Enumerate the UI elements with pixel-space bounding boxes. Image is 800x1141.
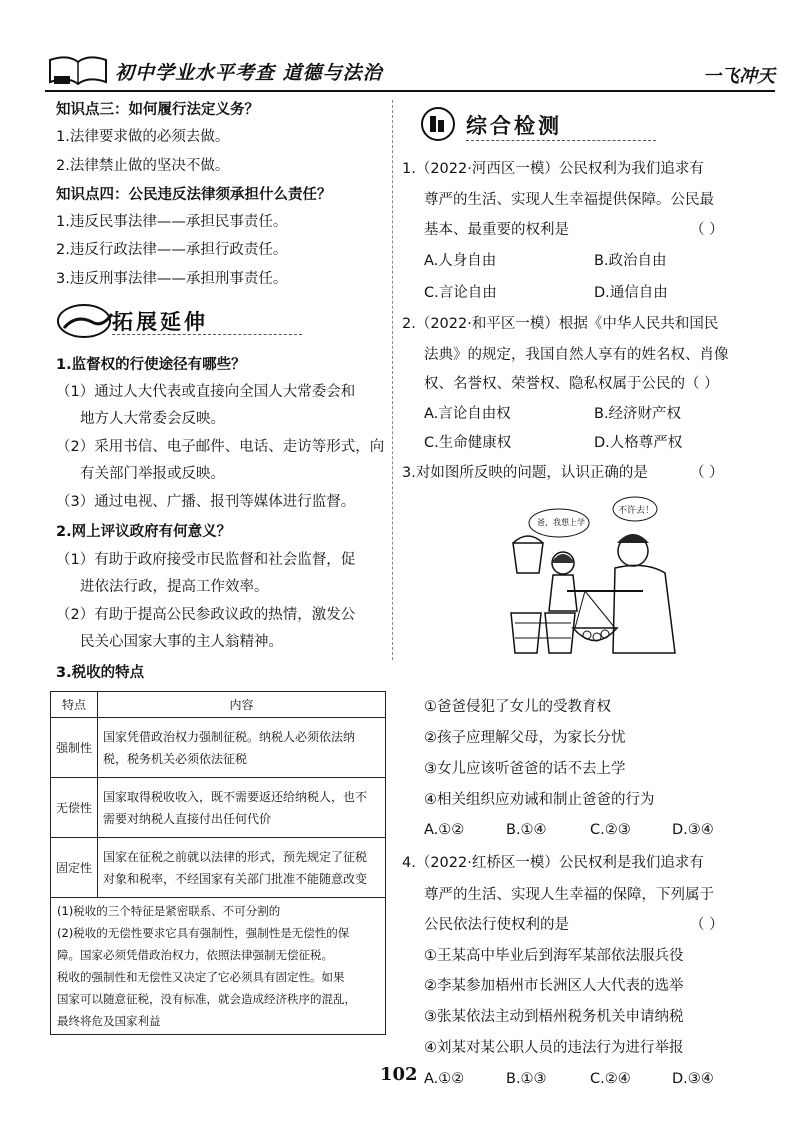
table-header-row	[51, 692, 386, 718]
cartoon-illustration	[505, 493, 690, 668]
note-line: 税收的强制性和无偿性又决定了它必须具有固定性。如果	[57, 970, 345, 984]
ext-q1-line: （2）采用书信、电子邮件、电话、走访等形式，向	[56, 439, 385, 455]
k4-item-2: 2.违反行政法律——承担行政责任。	[56, 242, 288, 258]
girl-speech-text: 爸，我想上学	[537, 518, 585, 527]
option: B.①④	[506, 822, 547, 838]
ext-q1-line: （1）通过人大代表或直接向全国人大常委会和	[56, 384, 356, 400]
option: C.②③	[590, 822, 631, 838]
q1-line: 基本、最重要的权利是	[424, 222, 569, 238]
q3-statement: ②孩子应理解父母，为家长分忧	[424, 730, 626, 746]
check-section-icon	[418, 106, 458, 142]
k4-item-1: 1.违反民事法律——承担民事责任。	[56, 214, 288, 230]
table-notes	[50, 898, 386, 1035]
knowledge-point-3-title: 知识点三：如何履行法定义务？	[56, 102, 259, 118]
k4-item-3: 3.违反刑事法律——承担刑事责任。	[56, 271, 288, 287]
table-feature-cell: 无偿性	[51, 778, 98, 838]
q4-line: 尊严的生活、实现人生幸福的保障，下列属于	[424, 887, 714, 903]
table-content-cell	[98, 778, 386, 838]
ext-q2-line: 民关心国家大事的主人翁精神。	[80, 634, 283, 650]
ext-q2-line: 进依法行政，提高工作效率。	[80, 579, 269, 595]
answer-bracket: （ ）	[690, 465, 724, 481]
ext-q1-line: （3）通过电视、广播、报刊等媒体进行监督。	[56, 494, 356, 510]
table-cell-line: 国家凭借政治权力强制征税。纳税人必须依法纳	[103, 729, 356, 744]
q4-line: 公民依法行使权利的是	[424, 917, 569, 933]
q3-statement: ①爸爸侵犯了女儿的受教育权	[424, 699, 611, 715]
ext-q1-line: 地方人大常委会反映。	[80, 411, 225, 427]
k3-item-2: 2.法律禁止做的坚决不做。	[56, 158, 230, 174]
ext-q1-line: 有关部门举报或反映。	[80, 466, 225, 482]
father-speech-text: 不许去！	[618, 506, 655, 516]
header-rule	[45, 90, 775, 92]
option: A.①②	[424, 822, 465, 838]
answer-bracket: （ ）	[690, 917, 724, 933]
option: D.③④	[672, 822, 714, 838]
extension-title-rule	[112, 334, 302, 335]
table-feature-cell: 强制性	[51, 718, 98, 778]
header-title: 初中学业水平考查 道德与法治	[115, 62, 383, 84]
q2-line: 法典》的规定，我国自然人享有的姓名权、肖像	[424, 347, 729, 363]
q4-statement: ②李某参加梧州市长洲区人大代表的选举	[424, 978, 684, 994]
q3-line: 3.对如图所反映的问题，认识正确的是	[402, 465, 648, 481]
q1-line: 尊严的生活、实现人生幸福提供保障。公民最	[424, 192, 714, 208]
header-brand: 一飞冲天	[703, 66, 775, 87]
ext-q1-title: 1.监督权的行使途径有哪些？	[56, 357, 246, 373]
q4-statement: ③张某依法主动到梧州税务机关申请纳税	[424, 1009, 684, 1025]
note-line: 最终将危及国家利益	[57, 1014, 161, 1028]
q4-statement: ①王某高中毕业后到海军某部依法服兵役	[424, 948, 684, 964]
q3-statement: ④相关组织应劝诫和制止爸爸的行为	[424, 792, 655, 808]
answer-bracket: （ ）	[690, 222, 724, 238]
table-cell-line: 税，税务机关必须依法征税	[103, 751, 248, 766]
tax-table	[50, 691, 386, 898]
q4-statement: ④刘某对某公职人员的违法行为进行举报	[424, 1040, 684, 1056]
table-cell-line: 国家取得税收收入，既不需要返还给纳税人，也不	[103, 789, 368, 804]
note-line: (1)税收的三个特征是紧密联系、不可分割的	[57, 904, 281, 918]
ext-q3-title: 3.税收的特点	[56, 665, 145, 681]
note-line: 障。国家必须凭借政治权力，依照法律强制无偿征税。	[57, 948, 333, 962]
swirl-banner-icon	[56, 302, 116, 340]
q1-line: 1.（2022·河西区一模）公民权利为我们追求有	[402, 161, 704, 177]
table-header-cell: 特点	[51, 692, 98, 718]
table-row	[51, 838, 386, 898]
q4-line: 4.（2022·红桥区一模）公民权利是我们追求有	[402, 855, 704, 871]
ext-q2-line: （1）有助于政府接受市民监督和社会监督，促	[56, 552, 356, 568]
cartoon-drawing	[505, 493, 690, 668]
k3-item-1: 1.法律要求做的必须去做。	[56, 129, 230, 145]
table-header-cell: 内容	[98, 692, 386, 718]
column-divider	[392, 100, 393, 660]
test-title-rule	[466, 140, 656, 141]
option: B.政治自由	[594, 253, 667, 269]
option: A.①②	[424, 1071, 465, 1087]
table-cell-line: 需要对纳税人直接付出任何代价	[103, 811, 272, 826]
q2-line: 权、名誉权、荣誉权、隐私权属于公民的（ ）	[424, 376, 719, 392]
option: D.人格尊严权	[594, 435, 683, 451]
comprehensive-test-title: 综合检测	[466, 114, 562, 138]
option: C.②④	[590, 1071, 631, 1087]
page-number: 102	[380, 1064, 418, 1085]
table-cell-line: 国家在征税之前就以法律的形式，预先规定了征税	[103, 849, 368, 864]
book-logo-icon	[48, 52, 108, 88]
q3-statement: ③女儿应该听爸爸的话不去上学	[424, 761, 626, 777]
option: C.言论自由	[424, 285, 497, 301]
option: B.①③	[506, 1071, 547, 1087]
option: D.通信自由	[594, 285, 668, 301]
ext-q2-line: （2）有助于提高公民参政议政的热情，激发公	[56, 607, 356, 623]
option: B.经济财产权	[594, 406, 682, 422]
table-row	[51, 778, 386, 838]
option: A.人身自由	[424, 253, 497, 269]
note-line: (2)税收的无偿性要求它具有强制性，强制性是无偿性的保	[57, 926, 350, 940]
extension-section-title: 拓展延伸	[112, 310, 208, 334]
ext-q2-title: 2.网上评议政府有何意义？	[56, 524, 232, 540]
q2-line: 2.（2022·和平区一模）根据《中华人民共和国民	[402, 316, 719, 332]
table-cell-line: 对象和税率，不经国家有关部门批准不能随意改变	[103, 871, 368, 886]
note-line: 国家可以随意征税，没有标准，就会造成经济秩序的混乱，	[57, 992, 356, 1006]
table-content-cell	[98, 718, 386, 778]
option: A.言论自由权	[424, 406, 511, 422]
table-row	[51, 718, 386, 778]
tax-table-wrapper	[50, 691, 386, 1035]
knowledge-point-4-title: 知识点四：公民违反法律须承担什么责任？	[56, 187, 332, 203]
table-feature-cell: 固定性	[51, 838, 98, 898]
option: C.生命健康权	[424, 435, 512, 451]
option: D.③④	[672, 1071, 714, 1087]
table-content-cell	[98, 838, 386, 898]
